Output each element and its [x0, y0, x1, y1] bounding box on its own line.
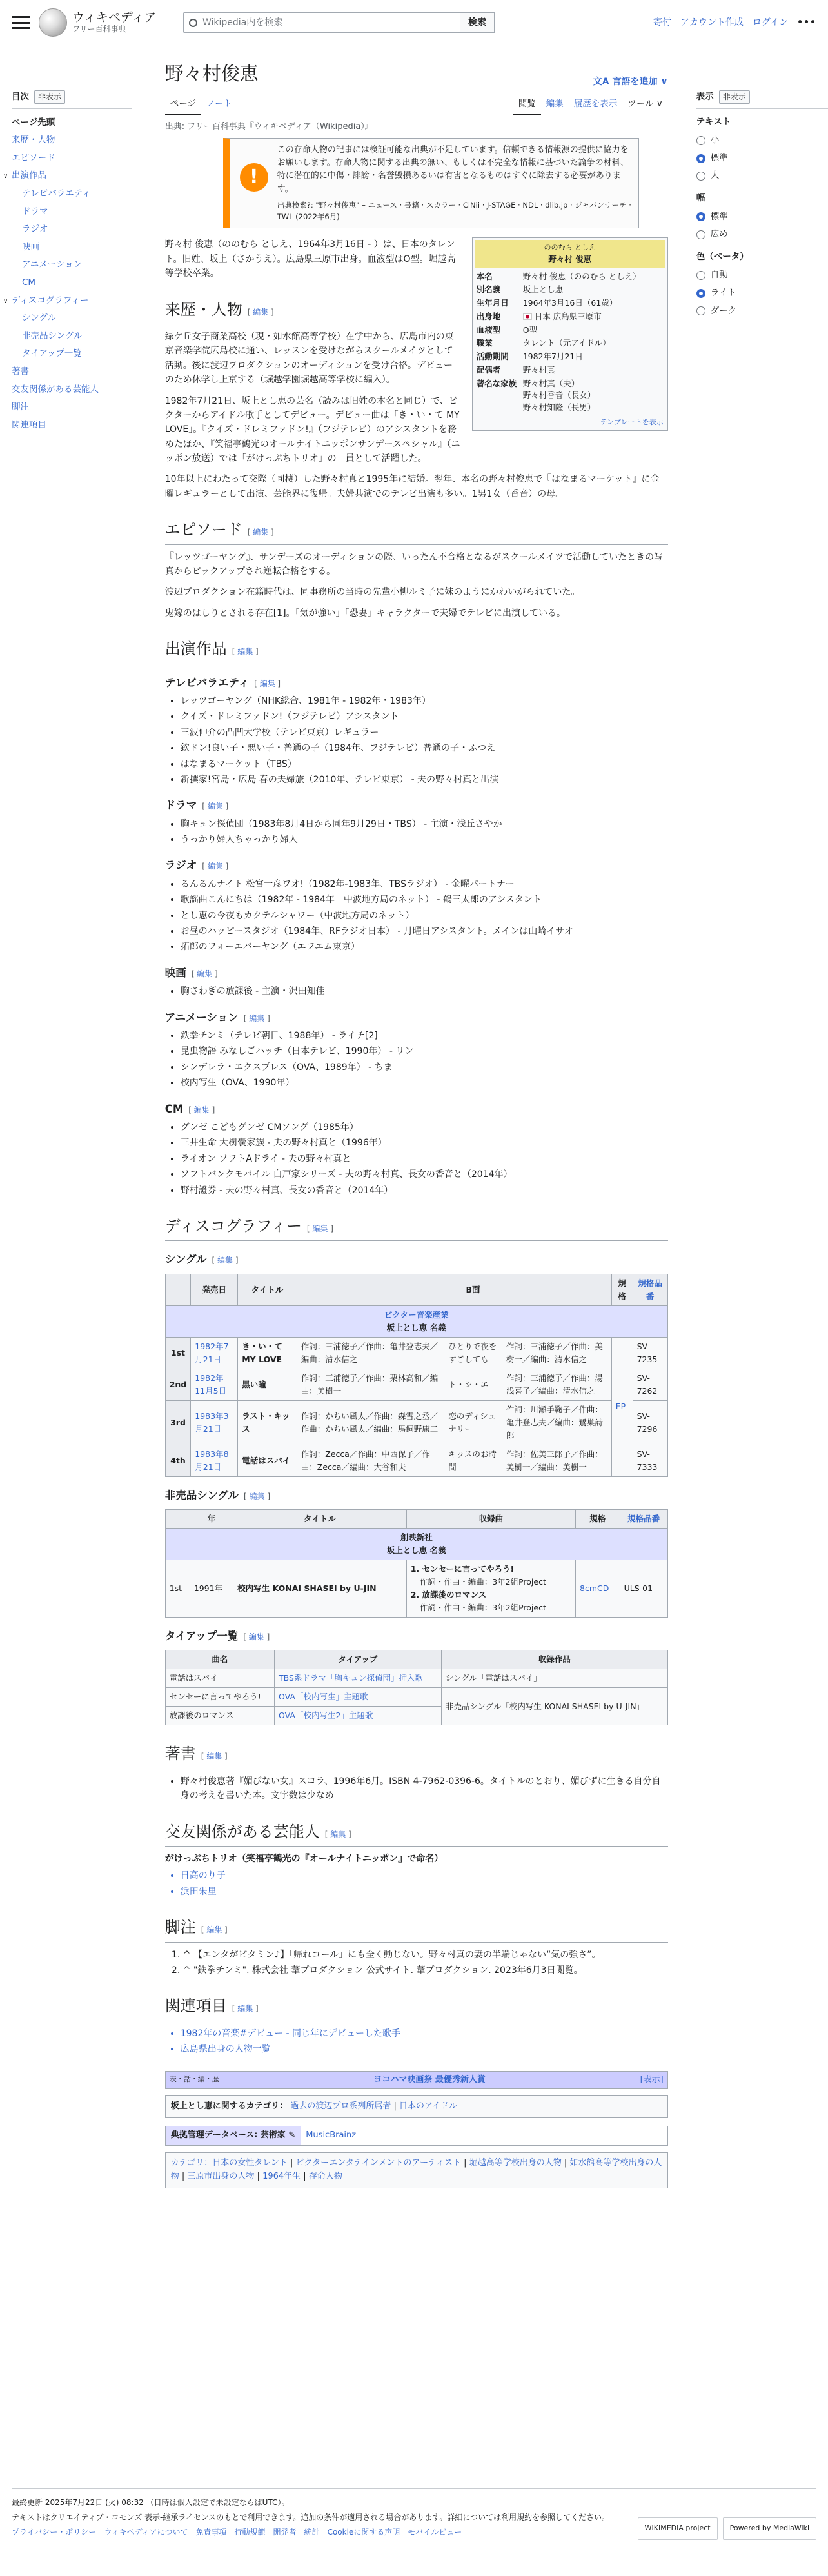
section-heading: ディスコグラフィー — [164, 1218, 302, 1235]
footer-link[interactable]: Cookieに関する声明 — [327, 2527, 400, 2537]
related-categories: 坂上とし恵に関するカテゴリ： 過去の渡辺プロ系列所属者 | 日本のアイドル — [165, 2095, 668, 2118]
edit-link[interactable]: 編集 — [253, 528, 269, 537]
list-item: • クイズ・ドレミファドン!（フジテレビ）アシスタント — [181, 709, 668, 724]
table-header: タイアップ — [275, 1650, 442, 1669]
list-item: • 歌謡曲こんにちは（1982年 - 1984年 中波地方局のネット） - 鶴三太郎のアシスタント — [181, 893, 668, 907]
subsection-heading: ドラマ — [164, 799, 197, 812]
table-cell: 作詞：三浦徳子／作曲：湯浅喜子／編曲：清水信之 — [502, 1369, 611, 1400]
infobox-row — [473, 324, 667, 337]
list-item[interactable]: • 1982年の音楽#デビュー - 同じ年にデビューした歌手 — [181, 2026, 668, 2041]
table-of-contents — [3, 45, 132, 2188]
table-cell: 作詞：Zecca／作曲：中西保子／作曲：Zecca／編曲：大谷和夫 — [297, 1445, 444, 1476]
footer-link[interactable]: ウィキペディアについて — [104, 2527, 188, 2537]
format-cell[interactable]: EP — [611, 1337, 633, 1476]
edit-link[interactable]: 編集 — [237, 647, 253, 657]
paragraph: 『レッツゴーヤング』、サンデーズのオーディションの際、いったん不合格となるがスクールメイツで活動していたときの写真からピックアップされ逆転合格をする。 — [164, 551, 664, 577]
donate-link[interactable]: 寄付 — [653, 17, 671, 28]
edit-link[interactable]: 編集 — [248, 1632, 264, 1642]
table-cell: ト・シ・エ — [444, 1369, 502, 1400]
toc-item[interactable]: エピソード — [12, 152, 55, 163]
table-header: 規格 — [611, 1274, 633, 1305]
article-content: 野々村俊恵 文A 言語を追加 ∨ ページ ノート 閲覧 編集 履歴を表示 ツール ∨ 出典: フリー百科事典『ウィキペディア（Wikipedia）』 ! この存命人物の記事には検証可能な出典が不足しています。信頼できる情報源の提供に協力をお願いします。存命人物に関する出典の無い、もしくは不完全な情報に基づいた論争の材料、特に潜在的に中傷・誹謗・名誉毀損あるいは有害となるものはすぐに除去する必要があります。 出典検索?: "野々村俊恵" – ニュース · 書籍 · スカラー · CiNii · J-STAGE · NDL · dlib.jp · ジャパンサーチ · TWL (2022年6月) ののむら としえ 野々村 俊恵 本名 野々村 俊恵（ののむら としえ） 別名義 坂上とし恵 生年月日 1964年3月16日（61歳） 出身地 日本 広島県三原市 血液型 O型 職業 タレント（元アイドル） 活動期間 1982年7月21日 - 配偶者 野々村真 著名な家族 野々村真（夫） 野々村香音（長女） 野々村知隆（長男） テンプレートを表示 野々村 俊恵（ののむら としえ、1964年3月16日 - ）は、日本のタレント。旧姓、坂上（さかうえ）。広島県三原市出身。血液型はO型。堀越高等学校卒業。 来歴・人物 [ 編集 ] 緑ケ丘女子商業高校（現・如水館高等学校）在学中から、広島市内の東京音楽学院広島校に通い、レッスンを受けながらスクールメイツとして活動。後に渡辺プロダクションのオーディションを受け合格。デビューのため休学し上京する（堀越学園堀越高等学校に編入）。 1982年7月21日、坂上とし恵の芸名（読みは旧姓の本名と同じ）で、ビクターからアイドル歌手としてデビュー。デビュー曲は「き・い・て MY LOVE」。『クイズ・ドレミファドン!』（フジテレビ）のアシスタントを務めたほか、『笑福亭鶴光のオールナイトニッポンサンデースペシャル』（ニッポン放送）では「がけっぷちトリオ」の一員として活躍した。 10年以上にわたって交際（同棲）した野々村真と1995年に結婚。翌年、本名の野々村俊恵で『はなまるマーケット』に金曜レギュラーとして出演、芸能界に復帰。夫婦共演でのテレビ出演も多い。1男1女（香音）の母。 エピソード [ 編集 ] 『レッツゴーヤング』、サンデーズのオーディションの際、いったん不合格となるがスクールメイツで活動していたときの写真からピックアップされ逆転合格をする。 渡辺プロダクション在籍時代は、同事務所の当時の先輩小柳ルミ子に妹のようにかわいがられていた。 鬼嫁のはしりとされる存在[1]。「気が強い」「恐妻」キャラクターで夫婦でテレビに出演している。 出演作品 [ 編集 ] テレビバラエティ [ 編集 ] • レッツゴーヤング（NHK総合、1981年 - 1982年・1983年） • クイズ・ドレミファドン!（フジテレビ）アシスタント • 三波伸介の凸凹大学校（テレビ東京）レギュラー • 欽ドン!良い子・悪い子・普通の子（1984年、フジテレビ）普通の子・ふつえ • はなまるマーケット（TBS） • 新撰家!宮島・広島 春の夫婦旅（2010年、テレビ東京） - 夫の野々村真と出演 ドラマ [ 編集 ] • 胸キュン探偵団（1983年8月4日から同年9月29日・TBS） - 主演・浅丘さやか • うっかり婦人ちゃっかり婦人 ラジオ [ 編集 ] • るんるんナイト 松宮一彦ワオ!（1982年-1983年、TBSラジオ） - 金曜パートナー • 歌謡曲こんにちは（1982年 - 1984年 中波地方局のネット） - 鶴三太郎のアシスタント • とし恵の今夜もカクテルシャワー（中波地方局のネット） • お昼のハッピースタジオ（1984年、RFラジオ日本） - 月曜日アシスタント。メインは山崎イサオ • 拓郎のフォーエバーヤング（エフエム東京） 映画 [ 編集 ] • 胸さわぎの放課後 - 主演・沢田知佳 アニメーション [ 編集 ] • 鉄拳チンミ（テレビ朝日、1988年） - ライチ[2] • 昆虫物語 みなしごハッチ（日本テレビ、1990年） - リン • シンデレラ・エクスプレス（OVA、1989年） - ちま • 校内写生（OVA、1990年） CM [ 編集 ] • グンゼ こどもグンゼ CMソング（1985年） • 三井生命 大樹嚢家族 - 夫の野々村真と（1996年） • ライオン ソフトAドライ - 夫の野々村真と • ソフトバンクモバイル 白戸家シリーズ - 夫の野々村真、長女の香音と（2014年） • 野村證券 - 夫の野々村真、長女の香音と（2014年） ディスコグラフィー [ 編集 ] シングル [ 編集 ] 発売日 タイトル B面 規格 規格品番 ビクター音楽産業 坂上とし恵 名義 1st 1982年7月21日 き・い・て MY LOVE 作詞：三浦徳子／作曲：亀井登志夫／編曲：清水信之 ひとりで夜をすごしても 作詞：三浦徳子／作曲：美樹一／編曲：清水信之 EP SV-7235 2nd 1982年11月5日 黒い瞳 作詞：三浦徳子／作曲：栗林高和／編曲：美樹一 ト・シ・エ 作詞：三浦徳子／作曲：湯浅喜子／編曲：清水信之 SV-7262 3rd 1983年3月21日 ラスト・キッス 作詞：かちい風太／作曲：森雪之丞／作曲：かちい風太／編曲：馬飼野康二 恋のディシュナリー 作詞：川瀬手鞠子／作曲：亀井登志夫／編曲：鷺巣詩郎 SV-7296 4th 1983年8月21日 電話はスパイ 作詞：Zecca／作曲：中西保子／作曲：Zecca／編曲：大谷和夫 キッスのお時間 作詞：佐美三郎子／作曲：美樹一／編曲：美樹一 SV-7333 非売品シングル [ 編集 ] 年 タイトル 収録曲 規格 規格品番 創映新社 坂上とし恵 名義 1st 1991年 校内写生 KONAI SHASEI by U-JIN 1. センセーに言ってやろう! 作詞・作曲・編曲：3年2組Project 2. 放課後のロマンス 作詞・作曲・編曲：3年2組Project 8cmCD ULS-01 タイアップ一覧 [ 編集 ] 曲名 タイアップ 収録作品 電話はスパイ TBS系ドラマ「胸キュン探偵団」挿入歌 シングル「電話はスパイ」 センセーに言ってやろう! OVA「校内写生」主題歌 非売品シングル「校内写生 KONAI SHASEI by U-JIN」 放課後のロマンス OVA「校内写生2」主題歌 著書 [ 編集 ] • 野々村俊恵著『媚びない女』スコラ、1996年6月。ISBN 4-7962-0396-6。タイトルのとおり、媚びずに生きる自分自身の考えを書いた本。文字数は少なめ 交友関係がある芸能人 [ 編集 ] がけっぷちトリオ（笑福亭鶴光の『オールナイトニッポン』で命名） • 日高のり子 • 浜田朱里 脚注 [ 編集 ] 1. ^ 【エンタがビタミン♪】「帰れコール」にも全く動じない。野々村真の妻の半端じゃない“気の強さ”。 2. ^ "鉄拳チンミ". 株式会社 葦プロダクション 公式サイト. 葦プロダクション. 2023年6月3日閲覧。 関連項目 [ 編集 ] • 1982年の音楽#デビュー - 同じ年にデビューした歌手 • 広島県出身の人物一覧 表・話・編・歴 ヨコハマ映画祭 最優秀新人賞 [表示] 坂上とし恵に関するカテゴリ： 過去の渡辺プロ系列所属者 | 日本のアイドル 典拠管理データベース: 芸術家 ✎ MusicBrainz カテゴリ：日本の女性タレント | ビクターエンタテインメントのアーティスト | 堀越高等学校出身の人物 | 如水館高等学校出身の人物 | 三原市出身の人物 | 1964年生 | 存命人物 — [165, 45, 668, 2188]
infobox-row — [473, 310, 667, 324]
table-header: B面 — [444, 1274, 502, 1305]
intro-paragraph: 野々村 俊恵（ののむら としえ、1964年3月16日 - ）は、日本のタレント。旧姓、坂上（さかうえ）。広島県三原市出身。血液型はO型。堀越高等学校卒業。 — [164, 239, 456, 279]
paragraph: 1982年7月21日、坂上とし恵の芸名（読みは旧姓の本名と同じ）で、ビクターからアイドル歌手としてデビュー。デビュー曲は「き・い・て MY LOVE」。『クイズ・ドレミファドン!』（フジテレビ）のアシスタントを務めたほか、『笑福亭鶴光のオールナイトニッポンサンデースペシャル』（ニッポン放送）では「がけっぷちトリオ」の一員として活躍した。 — [164, 395, 460, 464]
globe-icon — [39, 8, 67, 37]
table-header: 年 — [190, 1510, 233, 1529]
label-name: 創映新社 — [400, 1532, 433, 1543]
list-item[interactable]: • 広島県出身の人物一覧 — [181, 2042, 668, 2056]
paragraph: 渡辺プロダクション在籍時代は、同事務所の当時の先輩小柳ルミ子に妹のようにかわいがられていた。 — [164, 587, 580, 598]
table-cell: 作詞：三浦徳子／作曲：美樹一／編曲：清水信之 — [502, 1337, 611, 1369]
toc-item[interactable]: 非売品シングル — [22, 330, 83, 341]
table-cell[interactable]: 1982年11月5日 — [191, 1369, 238, 1400]
japan-flag-icon — [523, 313, 532, 320]
table-row: 放課後のロマンス OVA「校内写生2」主題歌 — [165, 1707, 667, 1725]
subsection-heading: 非売品シングル — [164, 1489, 239, 1501]
edit-link[interactable]: 編集 — [206, 1752, 222, 1761]
infobox-value: 1982年7月21日 - — [522, 352, 589, 362]
tieup-table — [165, 1650, 668, 1725]
page-source-note: 出典: フリー百科事典『ウィキペディア（Wikipedia）』 — [164, 122, 373, 132]
list-item: • 野々村俊恵著『媚びない女』スコラ、1996年6月。ISBN 4-7962-0396-6。タイトルのとおり、媚びずに生きる自分自身の考えを書いた本。文字数は少なめ — [181, 1774, 668, 1803]
edit-link[interactable]: 編集 — [193, 1105, 210, 1115]
infobox-value: 野々村真（夫） 野々村香音（長女） 野々村知隆（長男） — [522, 378, 596, 413]
table-row — [165, 1337, 667, 1369]
edit-link[interactable]: 編集 — [249, 1013, 265, 1023]
single-table — [165, 1274, 668, 1477]
category-bar: カテゴリ：日本の女性タレント | ビクターエンタテインメントのアーティスト | 堀越高等学校出身の人物 | 如水館高等学校出身の人物 | 三原市出身の人物 | 1964年生 | 存命人物 — [165, 2152, 668, 2188]
infobox-key: 別名義 — [476, 284, 501, 295]
subsection-heading: 映画 — [164, 966, 186, 979]
table-row: 1st 1991年 校内写生 KONAI SHASEI by U-JIN 1. センセーに言ってやろう! 作詞・作曲・編曲：3年2組Project 2. 放課後のロマンス 作詞・作曲・編曲：3年2組Project 8cmCD ULS-01 — [165, 1560, 667, 1618]
list-item: • 欽ドン!良い子・悪い子・普通の子（1984年、フジテレビ）普通の子・ふつえ — [181, 741, 668, 755]
toc-item[interactable]: CM — [22, 277, 36, 288]
template-link[interactable]: テンプレートを表示 — [600, 417, 664, 426]
table-cell: 作詞：佐美三郎子／作曲：美樹一／編曲：美樹一 — [502, 1445, 611, 1476]
create-account-link[interactable]: アカウント作成 — [680, 17, 744, 28]
footer-link[interactable]: モバイルビュー — [408, 2527, 462, 2537]
toc-item[interactable]: ドラマ — [22, 206, 48, 217]
tab-talk[interactable]: ノート — [206, 99, 233, 110]
artist-name: 坂上とし恵 名義 — [386, 1545, 446, 1556]
table-cell: 1st — [165, 1337, 191, 1369]
subsection-heading: シングル — [164, 1253, 207, 1266]
paragraph: 鬼嫁のはしりとされる存在[1]。「気が強い」「恐妻」キャラクターで夫婦でテレビに出演している。 — [164, 608, 566, 619]
search-placeholder: Wikipedia内を検索 — [202, 17, 283, 28]
toc-item[interactable]: シングル — [22, 313, 56, 324]
table-row: センセーに言ってやろう! OVA「校内写生」主題歌 非売品シングル「校内写生 KONAI SHASEI by U-JIN」 — [165, 1688, 667, 1707]
footer-link[interactable]: 開発者 — [273, 2527, 297, 2537]
logo-tagline: フリー百科事典 — [72, 25, 126, 34]
catalog-number: SV-7262 — [633, 1369, 667, 1400]
bullet-list — [181, 817, 668, 847]
table-row — [165, 1400, 667, 1445]
toc-item[interactable]: 関連項目 — [12, 419, 46, 430]
chevron-down-icon[interactable]: ∨ — [3, 173, 8, 181]
list-item: • 昆虫物語 みなしごハッチ（日本テレビ、1990年） - リン — [181, 1044, 668, 1058]
category-link[interactable]: 三原市出身の人物 — [187, 2171, 255, 2181]
paragraph: 緑ケ丘女子商業高校（現・如水館高等学校）在学中から、広島市内の東京音楽学院広島校に通い、レッスンを受けながらスクールメイツとして活動。後に渡辺プロダクションのオーディションを受け合格。デビューのため休学し上京する（堀越学園堀越高等学校に編入）。 — [164, 331, 454, 386]
appearance-panel: 表示 非表示 テキスト 小 標準 大 幅 標準 広め 色（ベータ） 自動 ライト ダーク — [696, 45, 828, 2188]
infobox-value: 1964年3月16日（61歳） — [522, 298, 618, 308]
infobox-row — [473, 364, 667, 377]
subsection-heading: アニメーション — [164, 1011, 239, 1024]
footnote[interactable]: 2. ^ "鉄拳チンミ". 株式会社 葦プロダクション 公式サイト. 葦プロダクション. 2023年6月3日閲覧。 — [183, 1963, 668, 1977]
musicbrainz-link[interactable]: MusicBrainz — [306, 2130, 357, 2141]
table-cell: 作詞：川瀬手鞠子／作曲：亀井登志夫／編曲：鷺巣詩郎 — [502, 1400, 611, 1445]
navbox-title: ヨコハマ映画祭 最優秀新人賞 — [373, 2074, 486, 2085]
list-item: • とし恵の今夜もカクテルシャワー（中波地方局のネット） — [181, 909, 668, 923]
table-header: 収録曲 — [406, 1510, 575, 1529]
catalog-number: SV-7296 — [633, 1400, 667, 1445]
bullet-list — [181, 1029, 668, 1091]
tab-edit[interactable]: 編集 — [546, 99, 564, 110]
category-link[interactable]: ビクターエンタテインメントのアーティスト — [295, 2157, 462, 2168]
table-cell: 3rd — [165, 1400, 191, 1445]
list-item: • 胸キュン探偵団（1983年8月4日から同年9月29日・TBS） - 主演・浅丘さやか — [181, 817, 668, 831]
table-header: 規格 — [576, 1510, 620, 1529]
table-cell: 作詞：三浦徳子／作曲：栗林高和／編曲：美樹一 — [297, 1369, 444, 1400]
infobox-key: 配偶者 — [476, 364, 501, 375]
last-updated: 最終更新 2025年7月22日 (火) 08:32 （日時は個人設定で未設定ならばUTC）。 — [12, 2498, 290, 2507]
toc-hide-button[interactable]: 非表示 — [34, 90, 65, 104]
chevron-down-icon[interactable]: ∨ — [3, 297, 8, 305]
edit-link[interactable]: 編集 — [207, 862, 223, 871]
more-options-icon[interactable]: ••• — [797, 17, 816, 28]
subsection-heading: タイアップ一覧 — [164, 1630, 239, 1643]
source-search-links[interactable]: 出典検索?: "野々村俊恵" – ニュース · 書籍 · スカラー · CiNii · J-STAGE · NDL · dlib.jp · ジャパンサーチ · TWL (2022年6月) — [277, 200, 631, 221]
edit-link[interactable]: 編集 — [217, 1256, 233, 1265]
subsection-heading: テレビバラエティ — [164, 676, 250, 689]
list-item: • シンデレラ・エクスプレス（OVA、1989年） - ちま — [181, 1060, 668, 1075]
table-header: 発売日 — [191, 1274, 238, 1305]
infobox-key: 本名 — [476, 271, 493, 281]
edit-link[interactable]: 編集 — [237, 2004, 253, 2014]
list-item[interactable]: • 浜田朱里 — [181, 1885, 668, 1899]
edit-link[interactable]: 編集 — [206, 1925, 222, 1935]
category-link[interactable]: 堀越高等学校出身の人物 — [469, 2157, 562, 2168]
list-item: • 三井生命 大樹嚢家族 - 夫の野々村真と（1996年） — [181, 1136, 668, 1150]
infobox-name: 野々村 俊恵 — [548, 253, 592, 264]
section-heading: 関連項目 — [164, 1998, 227, 2016]
bullet-list — [181, 984, 668, 998]
toc-title: 目次 — [12, 92, 29, 102]
infobox-value: O型 — [522, 324, 538, 335]
toc-item[interactable]: 映画 — [22, 241, 39, 252]
table-row — [165, 1445, 667, 1476]
appearance-title: 表示 — [696, 92, 714, 102]
logo-wordmark: ウィキペディア — [72, 10, 157, 25]
warning-notice — [223, 138, 639, 228]
toc-item[interactable]: 著書 — [12, 366, 29, 377]
bullet-list — [181, 1868, 668, 1899]
color-auto[interactable]: 自動 — [696, 266, 828, 284]
edit-link[interactable]: 編集 — [253, 307, 269, 317]
infobox-row — [473, 283, 667, 297]
table-cell: 作詞：三浦徳子／作曲：亀井登志夫／編曲：清水信之 — [297, 1337, 444, 1369]
infobox-row — [473, 350, 667, 364]
search-input[interactable] — [183, 12, 460, 33]
bullet-list — [181, 694, 668, 787]
wikipedia-logo[interactable] — [39, 8, 179, 37]
list-item: • はなまるマーケット（TBS） — [181, 757, 668, 771]
infobox-key: 活動期間 — [476, 352, 509, 362]
page-title: 野々村俊恵 — [164, 64, 259, 84]
list-item: • 校内写生（OVA、1990年） — [181, 1076, 668, 1090]
bullet-list — [181, 1774, 668, 1803]
infobox-value: 坂上とし恵 — [522, 284, 564, 295]
infobox-value: 日本 広島県三原市 — [523, 311, 602, 323]
navbox-vte-links[interactable]: 表・話・編・歴 — [169, 2074, 219, 2083]
table-cell: 黒い瞳 — [238, 1369, 297, 1400]
infobox-row — [473, 377, 667, 415]
search-form — [183, 12, 495, 33]
table-header: タイトル — [233, 1510, 407, 1529]
nonsale-table — [165, 1509, 668, 1618]
add-languages-button[interactable]: 文A 言語を追加 ∨ — [593, 77, 668, 87]
table-cell: ラスト・キッス — [238, 1400, 297, 1445]
appearance-hide-button[interactable]: 非表示 — [719, 90, 750, 104]
footer-link[interactable]: 行動規範 — [234, 2527, 266, 2537]
toc-item[interactable]: ∨ ディスコグラフィー — [3, 295, 89, 306]
categories-label[interactable]: カテゴリ： — [170, 2157, 213, 2168]
table-header[interactable]: 規格品番 — [633, 1274, 667, 1305]
infobox-value: 野々村真 — [522, 364, 555, 375]
table-cell: 電話はスパイ — [238, 1445, 297, 1476]
subsection-heading: CM — [164, 1102, 184, 1115]
category-link[interactable]: 日本の女性タレント — [212, 2157, 288, 2168]
text-size-small[interactable]: 小 — [696, 132, 828, 150]
wikimedia-badge[interactable]: WIKIMEDIA project — [638, 2517, 718, 2540]
table-header: タイトル — [238, 1274, 297, 1305]
footnote[interactable]: 1. ^ 【エンタがビタミン♪】「帰れコール」にも全く動じない。野々村真の妻の半端じゃない“気の強さ”。 — [183, 1948, 668, 1962]
footer-link[interactable]: 統計 — [304, 2527, 320, 2537]
edit-link[interactable]: 編集 — [312, 1224, 328, 1233]
table-cell: ひとりで夜をすごしても — [444, 1337, 502, 1369]
edit-link[interactable]: 編集 — [197, 969, 213, 978]
toc-item[interactable]: ページ先頭 — [12, 117, 55, 128]
edit-link[interactable]: 編集 — [207, 802, 223, 811]
table-cell: キッスのお時間 — [444, 1445, 502, 1476]
section-heading: 出演作品 — [164, 641, 227, 659]
mediawiki-badge[interactable]: Powered by MediaWiki — [723, 2517, 816, 2540]
toc-item[interactable]: 交友関係がある芸能人 — [12, 384, 99, 395]
toc-item[interactable]: ラジオ — [22, 224, 48, 235]
table-row — [165, 1369, 667, 1400]
toc-item[interactable]: テレビバラエティ — [22, 188, 91, 199]
table-cell[interactable]: 1983年3月21日 — [191, 1400, 238, 1445]
list-item: • 三波伸介の凸凹大学校（テレビ東京）レギュラー — [181, 726, 668, 740]
table-cell: 2nd — [165, 1369, 191, 1400]
tab-tools[interactable]: ツール ∨ — [627, 99, 663, 110]
list-item: • ライオン ソフトAドライ - 夫の野々村真と — [181, 1152, 668, 1166]
color-dark[interactable]: ダーク — [696, 302, 828, 321]
friends-group: がけっぷちトリオ（笑福亭鶴光の『オールナイトニッポン』で命名） — [164, 1854, 444, 1865]
section-heading: 著書 — [164, 1746, 196, 1763]
page-footer — [12, 2488, 816, 2539]
list-item: • うっかり婦人ちゃっかり婦人 — [181, 833, 668, 847]
catalog-number: SV-7333 — [633, 1445, 667, 1476]
table-header[interactable]: 規格品番 — [620, 1510, 667, 1529]
main-menu-icon[interactable] — [12, 16, 30, 29]
warning-text: この存命人物の記事には検証可能な出典が不足しています。信頼できる情報源の提供に協力をお願いします。存命人物に関する出典の無い、もしくは不完全な情報に基づいた論争の材料、特に潜在的に中傷・誹謗・名誉毀損あるいは有害となるものはすぐに除去する必要があります。 — [277, 145, 629, 194]
width-standard[interactable]: 標準 — [696, 208, 828, 226]
search-icon — [189, 19, 197, 27]
navbox — [165, 2071, 668, 2090]
list-item: • 鉄拳チンミ（テレビ朝日、1988年） - ライチ[2] — [181, 1029, 668, 1043]
color-light[interactable]: ライト — [696, 284, 828, 302]
width-wide[interactable]: 広め — [696, 226, 828, 244]
login-link[interactable]: ログイン — [752, 17, 789, 28]
infobox-row — [473, 297, 667, 310]
table-cell: 4th — [165, 1445, 191, 1476]
footer-link[interactable]: プライバシー・ポリシー — [12, 2527, 97, 2537]
category-link[interactable]: 1964年生 — [262, 2171, 301, 2181]
list-item: • レッツゴーヤング（NHK総合、1981年 - 1982年・1983年） — [181, 694, 668, 708]
text-size-large[interactable]: 大 — [696, 167, 828, 185]
infobox-row — [473, 337, 667, 350]
infobox-value: タレント（元アイドル） — [522, 338, 611, 348]
artist-name: 坂上とし恵 名義 — [386, 1322, 446, 1333]
table-cell: 恋のディシュナリー — [444, 1400, 502, 1445]
category-link[interactable]: 如水館高等学校出身の人物 — [170, 2157, 662, 2181]
toc-item[interactable]: 脚注 — [12, 402, 29, 413]
infobox-value: 野々村 俊恵（ののむら としえ） — [522, 271, 641, 281]
catalog-number: SV-7235 — [633, 1337, 667, 1369]
category-link[interactable]: 過去の渡辺プロ系列所属者 — [290, 2101, 391, 2112]
table-cell[interactable]: 1983年8月21日 — [191, 1445, 238, 1476]
bullet-list — [181, 2026, 668, 2057]
bullet-list — [181, 877, 668, 955]
list-item: • ソフトバンクモバイル 白戸家シリーズ - 夫の野々村真、長女の香音と（2014年） — [181, 1167, 668, 1182]
infobox — [472, 237, 668, 431]
subsection-heading: ラジオ — [164, 859, 197, 872]
infobox-key: 生年月日 — [476, 298, 509, 308]
warning-icon: ! — [240, 163, 268, 192]
list-item[interactable]: • 日高のり子 — [181, 1868, 668, 1883]
category-link[interactable]: 存命人物 — [308, 2171, 342, 2181]
section-heading: エピソード — [164, 522, 242, 539]
table-cell: き・い・て MY LOVE — [238, 1337, 297, 1369]
edit-link[interactable]: 編集 — [249, 1491, 265, 1501]
bullet-list — [181, 1120, 668, 1198]
infobox-key: 職業 — [476, 338, 493, 348]
list-item: • お昼のハッピースタジオ（1984年、RFラジオ日本） - 月曜日アシスタント。メインは山崎イサオ — [181, 924, 668, 938]
license-text: テキストはクリエイティブ・コモンズ 表示-継承ライセンスのもとで利用できます。追加の条件が適用される場合があります。詳細については利用規約を参照してください。 — [12, 2512, 610, 2522]
toc-item[interactable]: アニメーション — [22, 259, 83, 270]
paragraph: 10年以上にわたって交際（同棲）した野々村真と1995年に結婚。翌年、本名の野々村俊恵で『はなまるマーケット』に金曜レギュラーとして出演、芸能界に復帰。夫婦共演でのテレビ出演も多い。1男1女（香音）の母。 — [164, 474, 660, 499]
edit-link[interactable]: 編集 — [259, 679, 275, 688]
footer-link[interactable]: 免責事項 — [195, 2527, 227, 2537]
infobox-key: 著名な家族 — [476, 378, 517, 388]
label-name[interactable]: ビクター音楽産業 — [384, 1309, 449, 1320]
list-item: • グンゼ こどもグンゼ CMソング（1985年） — [181, 1120, 668, 1134]
category-link[interactable]: 日本のアイドル — [399, 2101, 457, 2112]
table-row: 電話はスパイ TBS系ドラマ「胸キュン探偵団」挿入歌 シングル「電話はスパイ」 — [165, 1669, 667, 1688]
table-cell: 作詞：かちい風太／作曲：森雪之丞／作曲：かちい風太／編曲：馬飼野康二 — [297, 1400, 444, 1445]
tab-page[interactable]: ページ — [165, 92, 201, 115]
infobox-ruby: ののむら としえ — [544, 243, 596, 252]
infobox-key: 血液型 — [476, 324, 501, 335]
authority-control: 典拠管理データベース: 芸術家 ✎ MusicBrainz — [165, 2126, 668, 2146]
infobox-key: 出身地 — [476, 311, 501, 321]
section-heading: 来歴・人物 — [164, 301, 242, 319]
section-heading: 脚注 — [164, 1919, 196, 1937]
page-tabs — [165, 92, 668, 115]
toc-item[interactable]: ∨ 出演作品 — [3, 170, 46, 181]
site-header — [0, 0, 828, 45]
toc-item[interactable]: タイアップ一覧 — [22, 348, 82, 359]
tab-history[interactable]: 履歴を表示 — [573, 99, 618, 110]
section-heading: 交友関係がある芸能人 — [164, 1823, 320, 1841]
language-icon: 文A — [593, 77, 613, 87]
list-item: • 胸さわぎの放課後 - 主演・沢田知佳 — [181, 984, 668, 998]
infobox-row — [473, 270, 667, 284]
edit-link[interactable]: 編集 — [330, 1829, 346, 1839]
list-item: • 新撰家!宮島・広島 春の夫婦旅（2010年、テレビ東京） - 夫の野々村真と出演 — [181, 773, 668, 787]
text-size-standard[interactable]: 標準 — [696, 150, 828, 168]
list-item: • 拓郎のフォーエバーヤング（エフエム東京） — [181, 940, 668, 954]
navbox-show-button[interactable]: [表示] — [640, 2074, 664, 2085]
table-header: 曲名 — [165, 1650, 274, 1669]
list-item: • るんるんナイト 松宮一彦ワオ!（1982年-1983年、TBSラジオ） - 金曜パートナー — [181, 877, 668, 891]
search-button[interactable]: 検索 — [460, 12, 495, 33]
table-cell[interactable]: 1982年7月21日 — [191, 1337, 238, 1369]
list-item: • 野村證券 - 夫の野々村真、長女の香音と（2014年） — [181, 1184, 668, 1198]
tab-read[interactable]: 閲覧 — [513, 92, 541, 115]
table-header: 収録作品 — [441, 1650, 667, 1669]
toc-item[interactable]: 来歴・人物 — [12, 135, 55, 146]
